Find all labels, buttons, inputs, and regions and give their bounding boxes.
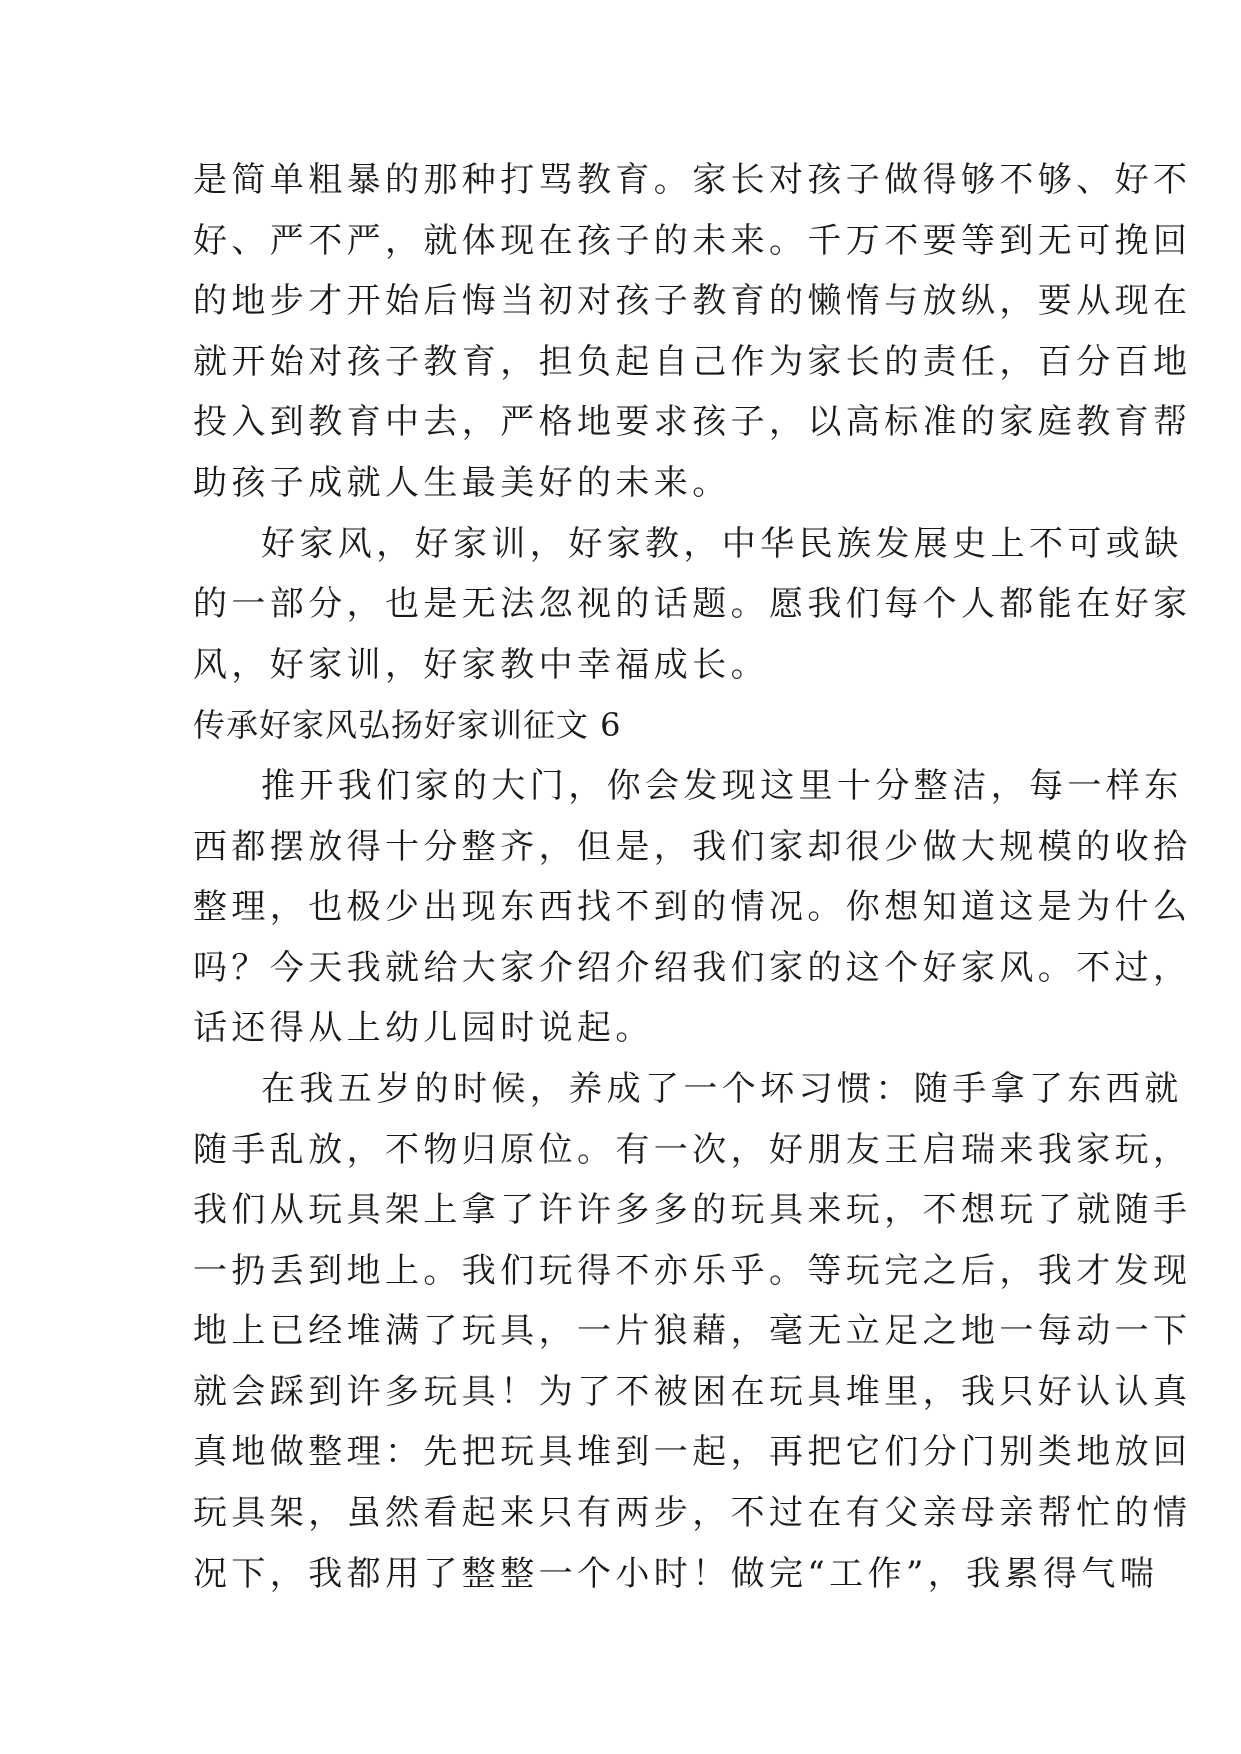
text-line: 的地步才开始后悔当初对孩子教育的懒惰与放纵，要从现在 bbox=[193, 281, 1192, 322]
text-line: 的一部分，也是无法忽视的话题。愿我们每个人都能在好家 bbox=[193, 584, 1192, 625]
text-line: 吗？今天我就给大家介绍介绍我们家的这个好家风。不过， bbox=[193, 947, 1192, 988]
text-line: 一扔丢到地上。我们玩得不亦乐乎。等玩完之后，我才发现 bbox=[193, 1250, 1192, 1291]
paragraph-start-line: 在我五岁的时候，养成了一个坏习惯：随手拿了东西就 bbox=[261, 1068, 1183, 1109]
text-line: 就会踩到许多玩具！为了不被困在玩具堆里，我只好认认真 bbox=[193, 1371, 1192, 1412]
paragraph-start-line: 好家风，好家训，好家教，中华民族发展史上不可或缺 bbox=[261, 523, 1183, 564]
text-line: 话还得从上幼儿园时说起。 bbox=[193, 1008, 654, 1049]
text-line: 好、严不严，就体现在孩子的未来。千万不要等到无可挽回 bbox=[193, 220, 1192, 261]
text-line: 玩具架，虽然看起来只有两步，不过在有父亲母亲帮忙的情 bbox=[193, 1493, 1192, 1534]
document-body bbox=[193, 150, 1192, 1604]
section-heading: 传承好家风弘扬好家训征文 6 bbox=[193, 706, 622, 745]
text-line: 真地做整理：先把玩具堆到一起，再把它们分门别类地放回 bbox=[193, 1432, 1192, 1473]
text-line: 随手乱放，不物归原位。有一次，好朋友王启瑞来我家玩， bbox=[193, 1129, 1192, 1170]
text-line: 助孩子成就人生最美好的未来。 bbox=[193, 462, 731, 503]
text-line: 西都摆放得十分整齐，但是，我们家却很少做大规模的收拾 bbox=[193, 826, 1192, 867]
text-line: 我们从玩具架上拿了许许多多的玩具来玩，不想玩了就随手 bbox=[193, 1190, 1192, 1231]
text-line: 投入到教育中去，严格地要求孩子，以高标准的家庭教育帮 bbox=[193, 402, 1192, 443]
text-line: 况下，我都用了整整一个小时！做完“工作”，我累得气喘 bbox=[193, 1553, 1159, 1594]
paragraph-start-line: 推开我们家的大门，你会发现这里十分整洁，每一样东 bbox=[261, 765, 1183, 806]
text-line: 就开始对孩子教育，担负起自己作为家长的责任，百分百地 bbox=[193, 341, 1192, 382]
text-line: 风，好家训，好家教中幸福成长。 bbox=[193, 644, 769, 685]
text-line: 整理，也极少出现东西找不到的情况。你想知道这是为什么 bbox=[193, 887, 1192, 928]
text-line: 地上已经堆满了玩具，一片狼藉，毫无立足之地一每动一下 bbox=[193, 1311, 1192, 1352]
text-line: 是简单粗暴的那种打骂教育。家长对孩子做得够不够、好不 bbox=[193, 160, 1192, 200]
